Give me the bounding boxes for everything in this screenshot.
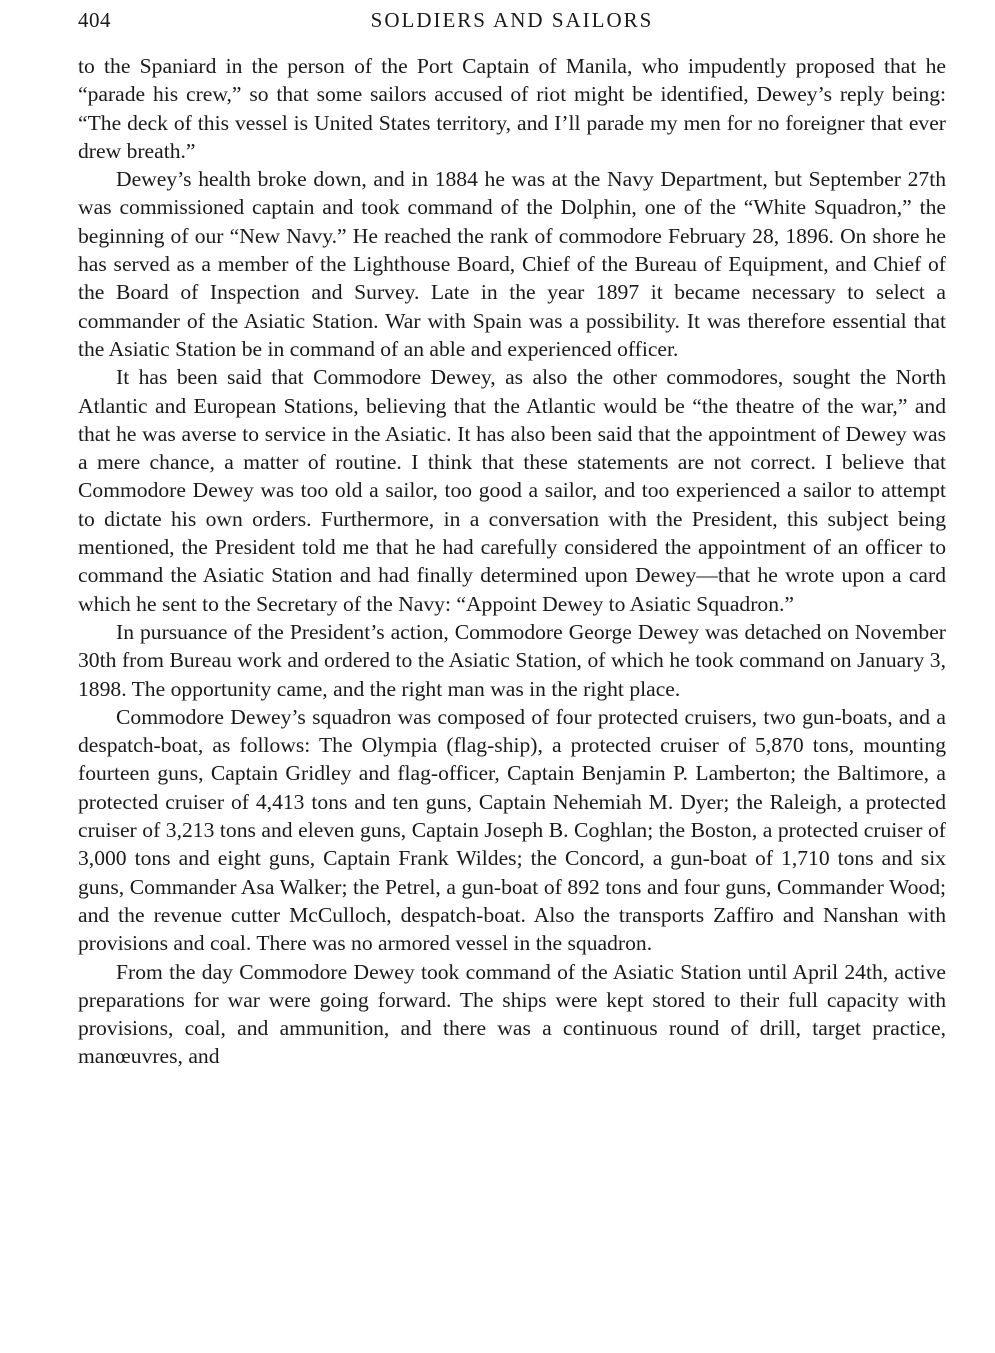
paragraph-health: Dewey’s health broke down, and in 1884 he was at the Navy Department, but September 27th was commissioned captain and took command of the Dolphin, one of the “White Squadron,” the beginning of our “New Navy.” He reached the rank of commodore February 28, 1896. On shore he has served as a member of the Lighthouse Board, Chief of the Bureau of Equipment, and Chief of the Board of Inspection and Survey. Late in the year 1897 it became necessary to select a commander of the Asiatic Station. War with Spain was a possibility. It was therefore essential that the Asiatic Station be in command of an able and experienced officer. [78,167,946,361]
paragraph-squadron: Commodore Dewey’s squadron was composed of four protected cruisers, two gun-boats, and a despatch-boat, as follows: The Olympia (flag-ship), a protected cruiser of 5,870 tons, mounting fourteen guns, Captain Gridley and flag-officer, Captain Benjamin P. Lamberton; the Baltimore, a protected cruiser of 4,413 tons and ten guns, Captain Nehemiah M. Dyer; the Raleigh, a protected cruiser of 3,213 tons and eleven guns, Captain Joseph B. Coghlan; the Boston, a protected cruiser of 3,000 tons and eight guns, Captain Frank Wildes; the Concord, a gun-boat of 1,710 tons and six guns, Commander Asa Walker; the Petrel, a gun-boat of 892 tons and four guns, Commander Wood; and the revenue cutter McCulloch, despatch-boat. Also the transports Zaffiro and Nanshan with provisions and coal. There was no armored vessel in the squadron. [78,704,946,956]
page-number: 404 [78,8,111,32]
paragraph-port-captain: to the Spaniard in the person of the Port Captain of Manila, who impudently proposed that he “parade his crew,” so that some sailors accused of riot might be identified, Dewey’s reply being: “The deck of this vessel is United States territory, and I’ll parade my men for no foreigner that ever drew breath.” [78,54,946,163]
body-text [78,52,946,1071]
paragraph-pursuance: In pursuance of the President’s action, Commodore George Dewey was detached on November 30th from Bureau work and ordered to the Asiatic Station, of which he took command on January 3, 1898. The opportunity came, and the right man was in the right place. [78,619,946,701]
running-title: SOLDIERS AND SAILORS [370,8,654,32]
paragraph-appointment: It has been said that Commodore Dewey, as also the other commodores, sought the North Atlantic and European Stations, believing that the Atlantic would be “the theatre of the war,” and that he was averse to service in the Asiatic. It has also been said that the appointment of Dewey was a mere chance, a matter of routine. I think that these statements are not correct. I believe that Commodore Dewey was too old a sailor, too good a sailor, and too experienced a sailor to attempt to dictate his own orders. Furthermore, in a conversation with the President, this subject being mentioned, the President told me that he had carefully considered the appointment of an officer to command the Asiatic Station and had finally determined upon Dewey—that he wrote upon a card which he sent to the Secretary of the Navy: “Appoint Dewey to Asiatic Squadron.” [78,365,946,616]
paragraph-preparations: From the day Commodore Dewey took command of the Asiatic Station until April 24th, active preparations for war were going forward. The ships were kept stored to their full capacity with provisions, coal, and ammunition, and there was a continuous round of drill, target practice, manœuvres, and [78,959,946,1069]
page-header [78,8,946,38]
